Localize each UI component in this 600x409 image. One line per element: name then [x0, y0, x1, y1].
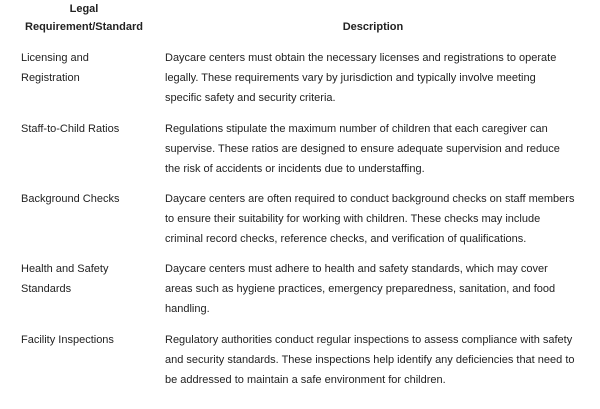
- description-line: specific safety and security criteria.: [165, 92, 336, 104]
- description-line: Daycare centers are often required to conduct background checks on staff members: [165, 193, 575, 205]
- description-line: Regulatory authorities conduct regular inspections to assess compliance with safety: [165, 334, 573, 346]
- requirement-line: Registration: [21, 72, 80, 84]
- requirement-cell: [21, 119, 151, 139]
- description-line: Daycare centers must adhere to health and safety standards, which may cover: [165, 263, 548, 275]
- column-header-requirement-line2: Requirement/Standard: [25, 21, 143, 33]
- description-cell: [165, 119, 590, 179]
- description-line: areas such as hygiene practices, emergency preparedness, sanitation, and food: [165, 283, 556, 295]
- column-header-description: Description: [342, 21, 404, 33]
- description-line: supervise. These ratios are designed to ensure adequate supervision and reduce: [165, 143, 560, 155]
- description-line: and security standards. These inspections help identify any deficiencies that need to: [165, 354, 575, 366]
- description-cell: [165, 259, 590, 319]
- description-cell: [165, 330, 590, 390]
- column-header-requirement: [12, 0, 156, 36]
- requirement-line: Health and Safety: [21, 263, 109, 275]
- description-line: legally. These requirements vary by jurisdiction and typically involve meeting: [165, 72, 536, 84]
- description-line: Daycare centers must obtain the necessary licenses and registrations to operate: [165, 52, 557, 64]
- description-cell: [165, 189, 590, 249]
- requirement-line: Licensing and: [21, 52, 89, 64]
- description-cell: [165, 48, 590, 108]
- requirement-cell: [21, 330, 151, 350]
- description-line: Regulations stipulate the maximum number of children that each caregiver can: [165, 123, 548, 135]
- requirement-cell: [21, 48, 151, 88]
- requirement-line: Background Checks: [21, 193, 120, 205]
- description-line: be addressed to maintain a safe environment for children.: [165, 374, 446, 386]
- requirement-line: Staff-to-Child Ratios: [21, 123, 120, 135]
- description-line: criminal record checks, reference checks, and verification of qualifications.: [165, 233, 527, 245]
- description-line: to ensure their suitability for working with children. These checks may include: [165, 213, 541, 225]
- description-line: handling.: [165, 303, 210, 315]
- requirement-line: Standards: [21, 283, 72, 295]
- column-header-requirement-line1: Legal: [69, 3, 99, 15]
- requirement-cell: [21, 189, 151, 209]
- description-line: the risk of accidents or incidents due to understaffing.: [165, 163, 425, 175]
- requirement-line: Facility Inspections: [21, 334, 114, 346]
- requirement-cell: [21, 259, 151, 299]
